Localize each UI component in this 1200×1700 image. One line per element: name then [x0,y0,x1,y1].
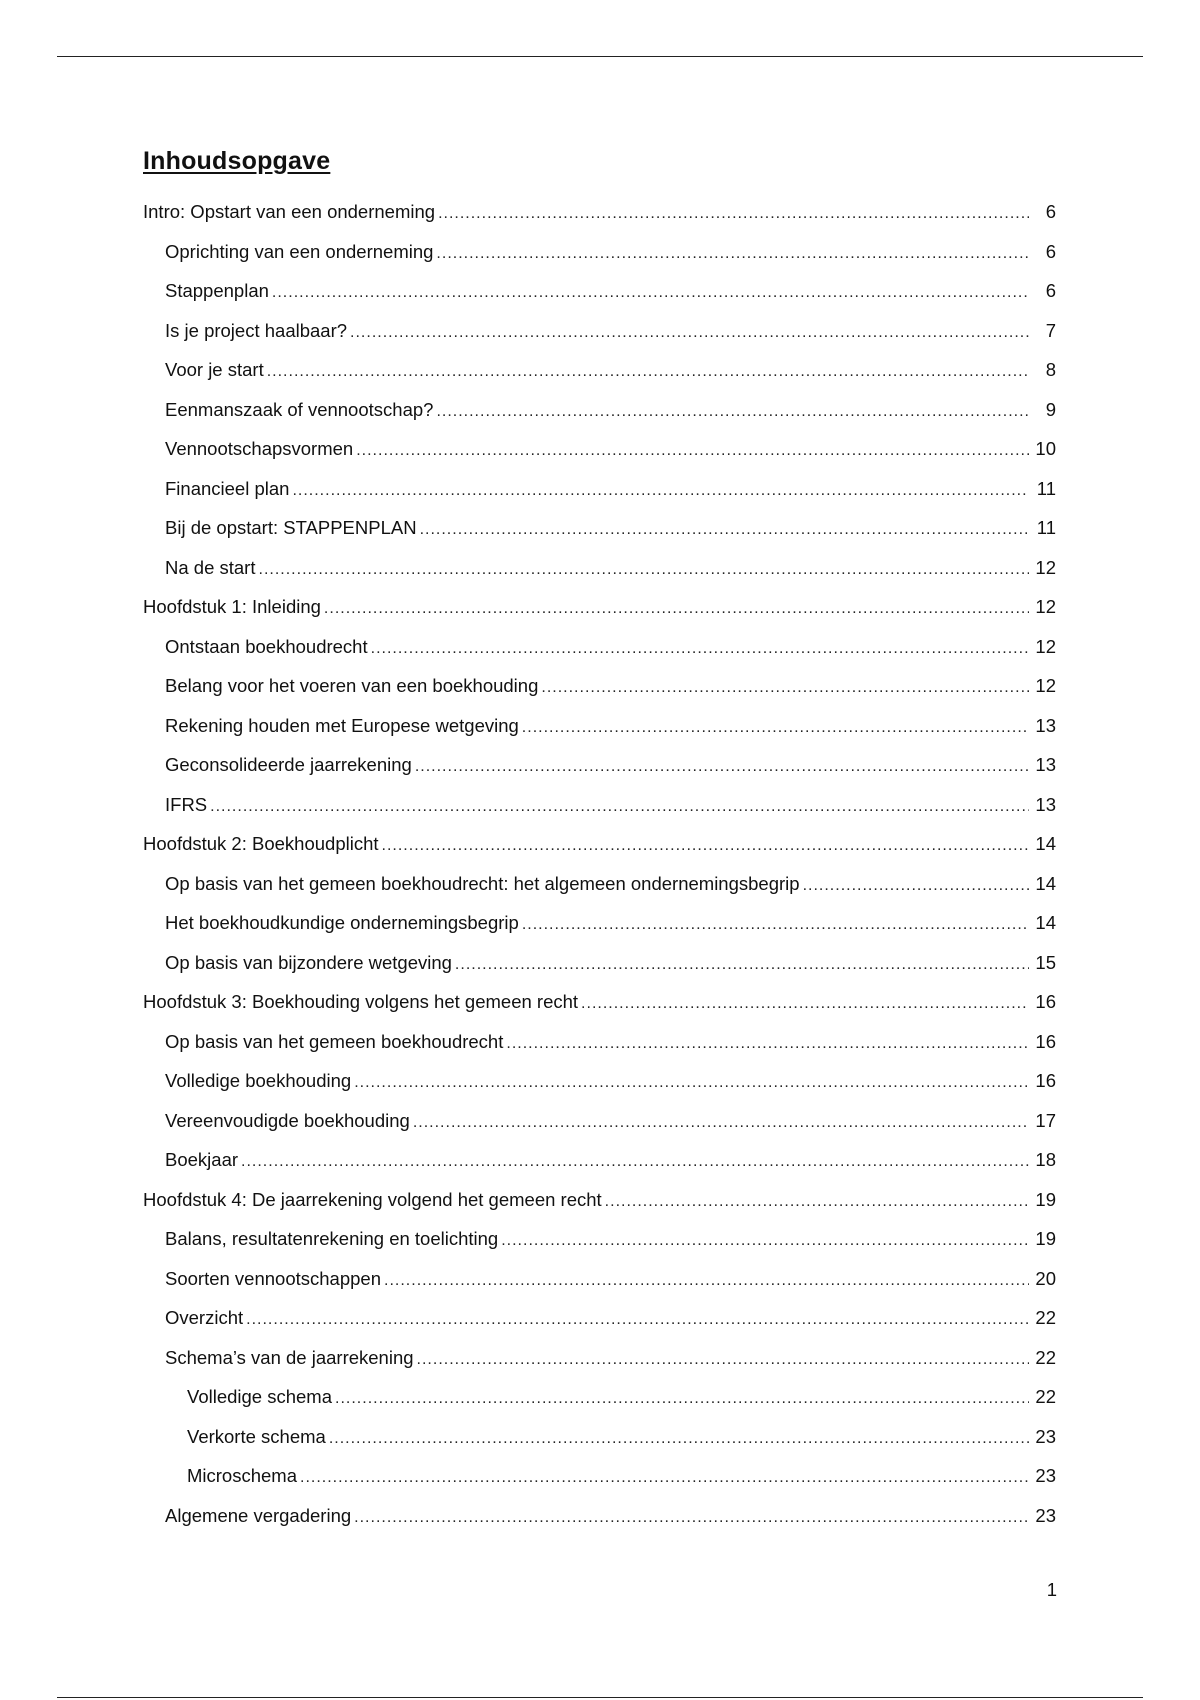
toc-entry[interactable] [143,350,1056,390]
toc-entry-page: 6 [1045,201,1056,222]
page-number: 1 [1046,1579,1057,1600]
toc-entry[interactable] [143,587,1056,627]
dot-leader [210,787,1029,827]
toc-entry-page: 17 [1035,1109,1056,1131]
toc-entry[interactable] [143,1180,1056,1220]
dot-leader [605,1182,1029,1222]
toc-entry-label: Balans, resultatenrekening en toelichting [165,1228,499,1249]
toc-entry-page: 11 [1036,477,1056,499]
toc-entry-label: Hoofdstuk 3: Boekhouding volgens het gemeen recht [143,991,579,1012]
toc-entry-page: 9 [1045,398,1056,420]
toc-entry[interactable] [143,943,1056,983]
toc-entry-page: 23 [1035,1425,1056,1447]
toc-entry-label: Hoofdstuk 1: Inleiding [143,596,321,617]
dot-leader [371,629,1029,669]
dot-leader [246,1300,1029,1340]
toc-entry-label: Verkorte schema [187,1425,326,1447]
toc-entry-page: 23 [1035,1465,1056,1486]
toc-entry-label: Ontstaan boekhoudrecht [165,635,368,657]
toc-entry-label: Rekening houden met Europese wetgeving [165,714,519,736]
dot-leader [415,747,1029,787]
toc-entry-label: Voor je start [165,359,264,380]
toc-entry-label: IFRS [165,793,208,815]
toc-entry[interactable] [143,982,1056,1022]
dot-leader [356,431,1029,471]
dot-leader [335,1379,1029,1419]
toc-entry-label: Het boekhoudkundige ondernemingsbegrip [165,912,519,933]
dot-leader [436,392,1029,432]
toc-entry-label: Hoofdstuk 2: Boekhoudplicht [143,833,379,854]
dot-leader [241,1142,1029,1182]
toc-entry-page: 7 [1045,319,1056,341]
toc-entry-label: Vennootschapsvormen [165,438,354,459]
toc-entry[interactable] [143,666,1056,706]
toc-entry[interactable] [143,1298,1056,1338]
toc-entry[interactable] [143,548,1056,588]
toc-entry[interactable] [143,390,1056,430]
toc-entry-label: Volledige schema [187,1386,333,1407]
toc-entry-label: Op basis van het gemeen boekhoudrecht [165,1030,504,1052]
toc-entry-label: Schema’s van de jaarrekening [165,1346,414,1368]
dot-leader [324,589,1029,629]
toc-entry-page: 12 [1035,635,1056,657]
toc-entry-page: 16 [1035,1030,1056,1052]
toc-entry-page: 22 [1035,1346,1056,1368]
toc-entry-label: Bij de opstart: STAPPENPLAN [165,517,417,538]
toc-entry[interactable] [143,1061,1056,1101]
table-of-contents [143,192,1056,1535]
toc-entry-page: 16 [1035,1070,1056,1091]
toc-entry-label: Overzicht [165,1307,244,1328]
toc-entry-label: Is je project haalbaar? [165,319,348,341]
toc-entry-label: Vereenvoudigde boekhouding [165,1109,410,1131]
toc-entry-label: Algemene vergadering [165,1504,352,1526]
toc-entry-label: Intro: Opstart van een onderneming [143,201,436,222]
dot-leader [354,1498,1029,1538]
toc-entry-page: 22 [1035,1386,1056,1407]
toc-entry[interactable] [143,469,1056,509]
dot-leader [259,550,1030,590]
toc-entry[interactable] [143,785,1056,825]
toc-entry[interactable] [143,1456,1056,1496]
toc-entry[interactable] [143,1259,1056,1299]
toc-entry-label: Hoofdstuk 4: De jaarrekening volgend het gemeen recht [143,1188,602,1210]
toc-entry-label: Financieel plan [165,477,290,499]
footer-rule [57,1697,1143,1698]
toc-entry-page: 13 [1035,714,1056,736]
toc-entry[interactable] [143,706,1056,746]
toc-entry-page: 12 [1035,675,1056,696]
toc-entry-page: 16 [1035,991,1056,1012]
toc-entry[interactable] [143,271,1056,311]
dot-leader [413,1103,1029,1143]
toc-entry-page: 19 [1035,1228,1056,1249]
toc-entry-page: 14 [1035,912,1056,933]
toc-entry-page: 6 [1045,240,1056,262]
toc-entry-page: 20 [1035,1267,1056,1289]
toc-entry[interactable] [143,1338,1056,1378]
toc-entry[interactable] [143,1140,1056,1180]
toc-entry-label: Op basis van bijzondere wetgeving [165,951,452,973]
dot-leader [501,1221,1029,1261]
header-rule [57,56,1143,57]
toc-entry[interactable] [143,627,1056,667]
toc-entry[interactable] [143,1219,1056,1259]
toc-entry[interactable] [143,192,1056,232]
toc-entry-page: 10 [1035,438,1056,459]
toc-entry-page: 18 [1035,1149,1056,1170]
toc-entry[interactable] [143,864,1056,904]
toc-entry-label: Belang voor het voeren van een boekhouding [165,675,539,696]
dot-leader [436,234,1029,274]
toc-entry[interactable] [143,1377,1056,1417]
toc-entry[interactable] [143,1417,1056,1457]
dot-leader [267,352,1029,392]
toc-entry-page: 13 [1035,793,1056,815]
toc-entry[interactable] [143,903,1056,943]
dot-leader [541,668,1029,708]
dot-leader [522,708,1029,748]
toc-entry-page: 14 [1035,872,1056,894]
toc-entry-page: 14 [1035,833,1056,854]
dot-leader [417,1340,1029,1380]
dot-leader [506,1024,1029,1064]
toc-entry-page: 11 [1036,517,1056,538]
toc-entry-page: 23 [1035,1504,1056,1526]
toc-entry-label: Geconsolideerde jaarrekening [165,754,412,775]
dot-leader [384,1261,1029,1301]
toc-entry-page: 12 [1035,596,1056,617]
toc-entry-label: Microschema [187,1465,297,1486]
toc-entry-page: 22 [1035,1307,1056,1328]
toc-entry[interactable] [143,508,1056,548]
toc-entry-label: Na de start [165,556,256,578]
toc-entry[interactable] [143,745,1056,785]
toc-title: Inhoudsopgave [143,147,331,175]
toc-entry[interactable] [143,311,1056,351]
toc-entry-page: 6 [1045,280,1056,301]
dot-leader [350,313,1029,353]
toc-entry-page: 8 [1045,359,1056,380]
dot-leader [292,471,1029,511]
toc-entry-label: Oprichting van een onderneming [165,240,434,262]
dot-leader [455,945,1029,985]
toc-entry[interactable] [143,824,1056,864]
toc-entry-label: Eenmanszaak of vennootschap? [165,398,434,420]
toc-entry[interactable] [143,1496,1056,1536]
toc-entry[interactable] [143,232,1056,272]
dot-leader [581,984,1029,1024]
toc-entry-page: 15 [1035,951,1056,973]
toc-entry-page: 13 [1035,754,1056,775]
toc-entry[interactable] [143,1101,1056,1141]
toc-entry-label: Soorten vennootschappen [165,1267,382,1289]
toc-entry-page: 12 [1035,556,1056,578]
dot-leader [420,510,1029,550]
dot-leader [438,194,1029,234]
toc-entry-label: Volledige boekhouding [165,1070,352,1091]
toc-entry-label: Boekjaar [165,1149,239,1170]
dot-leader [382,826,1029,866]
dot-leader [803,866,1029,906]
toc-entry-label: Stappenplan [165,280,269,301]
toc-entry-label: Op basis van het gemeen boekhoudrecht: het algemeen ondernemingsbegrip [165,872,800,894]
toc-entry-page: 19 [1035,1188,1056,1210]
toc-entry[interactable] [143,1022,1056,1062]
dot-leader [329,1419,1029,1459]
dot-leader [354,1063,1029,1103]
toc-entry[interactable] [143,429,1056,469]
dot-leader [272,273,1029,313]
dot-leader [522,905,1029,945]
dot-leader [300,1458,1029,1498]
